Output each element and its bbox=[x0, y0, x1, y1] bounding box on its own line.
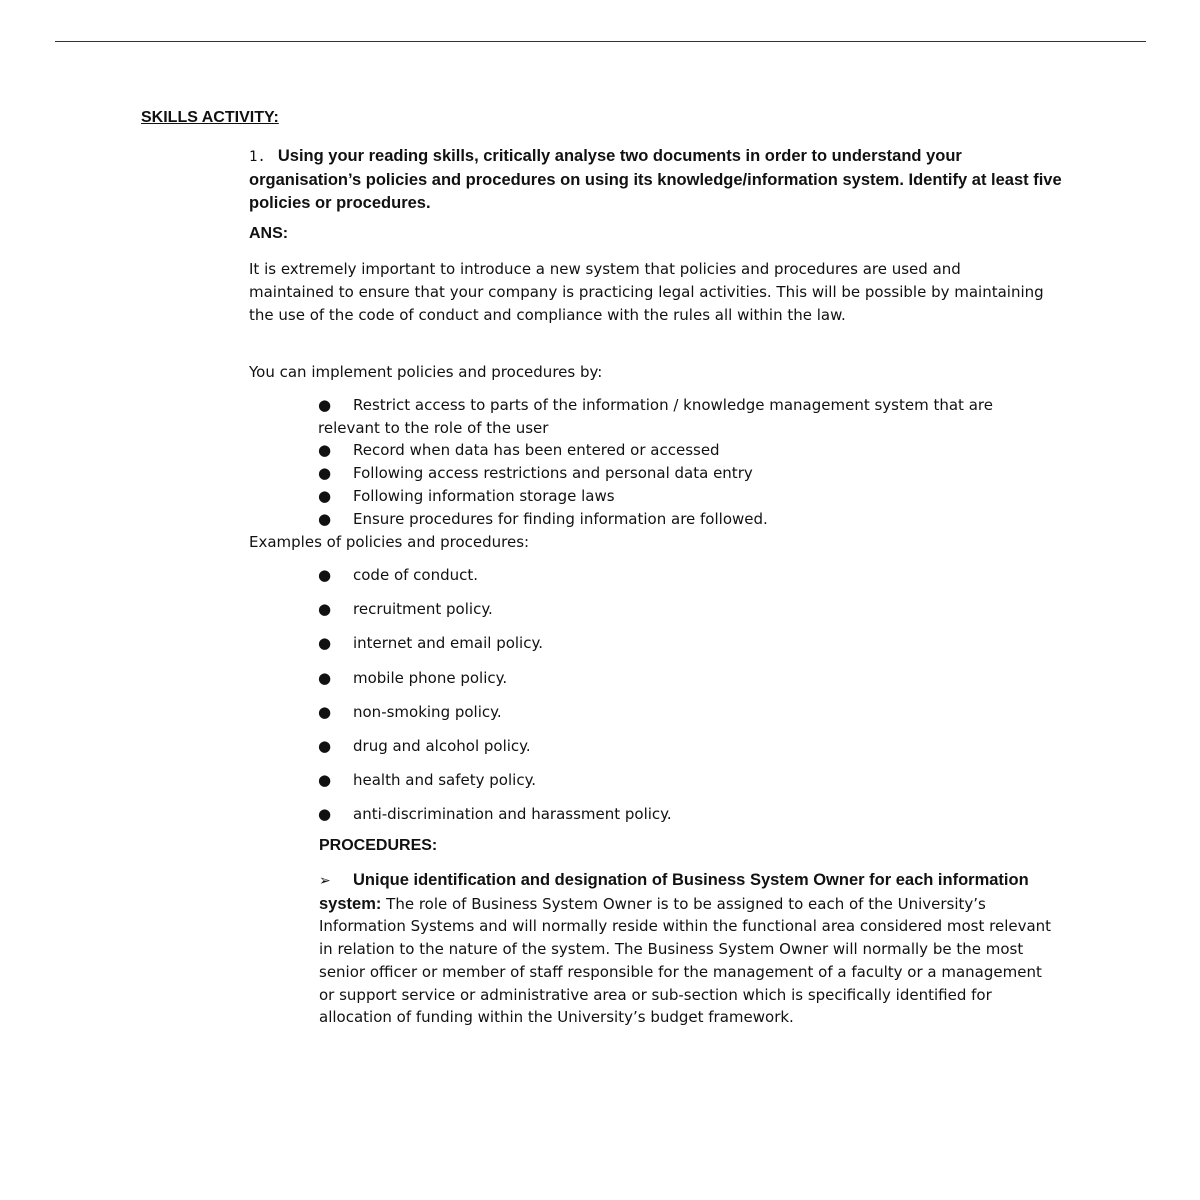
answer-label: ANS: bbox=[249, 225, 289, 242]
list-item-text: mobile phone policy. bbox=[353, 668, 508, 687]
list-item-text: internet and email policy. bbox=[353, 634, 543, 653]
list-item bbox=[318, 485, 1058, 508]
examples-list bbox=[318, 564, 1058, 838]
bullet-icon: ● bbox=[318, 509, 332, 528]
question-number: 1. bbox=[249, 149, 266, 165]
list-item-text: Following access restrictions and personal data entry bbox=[353, 464, 753, 483]
examples-intro: Examples of policies and procedures: bbox=[249, 533, 530, 551]
list-item bbox=[318, 508, 1058, 531]
bullet-icon: ● bbox=[318, 668, 332, 687]
list-item-text: code of conduct. bbox=[353, 566, 479, 584]
bullet-icon: ● bbox=[318, 566, 332, 584]
list-item bbox=[318, 632, 1058, 666]
bullet-icon: ● bbox=[318, 396, 332, 414]
procedures-label: PROCEDURES: bbox=[319, 837, 438, 854]
list-item bbox=[318, 735, 1058, 769]
page-heading: SKILLS ACTIVITY: bbox=[141, 109, 279, 126]
bullet-icon: ● bbox=[318, 736, 332, 755]
bullet-icon: ● bbox=[318, 771, 332, 790]
list-item-text: Following information storage laws bbox=[353, 486, 615, 505]
list-item-text: health and safety policy. bbox=[353, 771, 537, 790]
list-item-text: Restrict access to parts of the information / knowledge management system that are relevant to the role of the user bbox=[318, 396, 993, 437]
list-item-text: non-smoking policy. bbox=[353, 702, 502, 721]
list-item bbox=[318, 667, 1058, 701]
arrow-bullet-icon: ➢ bbox=[319, 873, 331, 889]
intro-paragraph: It is extremely important to introduce a new system that policies and procedures are used and maintained to ensure that your company is practicing legal activities. This will be possible by maintaining the use of the code of conduct and compliance with the rules all within the law. bbox=[249, 260, 1044, 324]
list-item bbox=[318, 462, 1058, 485]
list-item-text: Ensure procedures for finding information are followed. bbox=[353, 509, 768, 528]
list-item-text: recruitment policy. bbox=[353, 600, 493, 619]
implement-intro: You can implement policies and procedures by: bbox=[249, 363, 603, 381]
bullet-icon: ● bbox=[318, 805, 332, 824]
bullet-icon: ● bbox=[318, 441, 332, 460]
list-item bbox=[318, 394, 1058, 439]
bullet-icon: ● bbox=[318, 464, 332, 483]
bullet-icon: ● bbox=[318, 486, 332, 505]
bullet-icon: ● bbox=[318, 634, 332, 653]
list-item bbox=[318, 701, 1058, 735]
list-item bbox=[318, 769, 1058, 803]
list-item-text: Record when data has been entered or accessed bbox=[353, 441, 720, 460]
list-item bbox=[318, 439, 1058, 462]
list-item bbox=[318, 598, 1058, 632]
procedure-title: Unique identification and designation of Business System Owner for each information system: bbox=[319, 871, 1029, 913]
bullet-icon: ● bbox=[318, 702, 332, 721]
implement-list bbox=[318, 394, 1058, 530]
question bbox=[249, 145, 1069, 215]
question-text: Using your reading skills, critically analyse two documents in order to understand your organisation’s policies and procedures on using its knowledge/information system. Identify at least five policies or procedures. bbox=[249, 147, 1062, 212]
list-item bbox=[318, 564, 1058, 598]
list-item bbox=[318, 803, 1058, 837]
list-item-text: anti-discrimination and harassment policy. bbox=[353, 805, 672, 824]
bullet-icon: ● bbox=[318, 600, 332, 619]
procedure-item bbox=[319, 869, 1059, 1029]
list-item-text: drug and alcohol policy. bbox=[353, 736, 531, 755]
procedure-body: The role of Business System Owner is to be assigned to each of the University’s Information Systems and will normally reside within the functional area considered most relevant in relation to the nature of the system. The Business System Owner will normally be the most senior officer or member of staff responsible for the management of a faculty or a management or support service or administrative area or sub-section which is specifically identified for allocation of funding within the University’s budget framework. bbox=[319, 894, 1052, 1027]
header-rule bbox=[55, 41, 1146, 42]
